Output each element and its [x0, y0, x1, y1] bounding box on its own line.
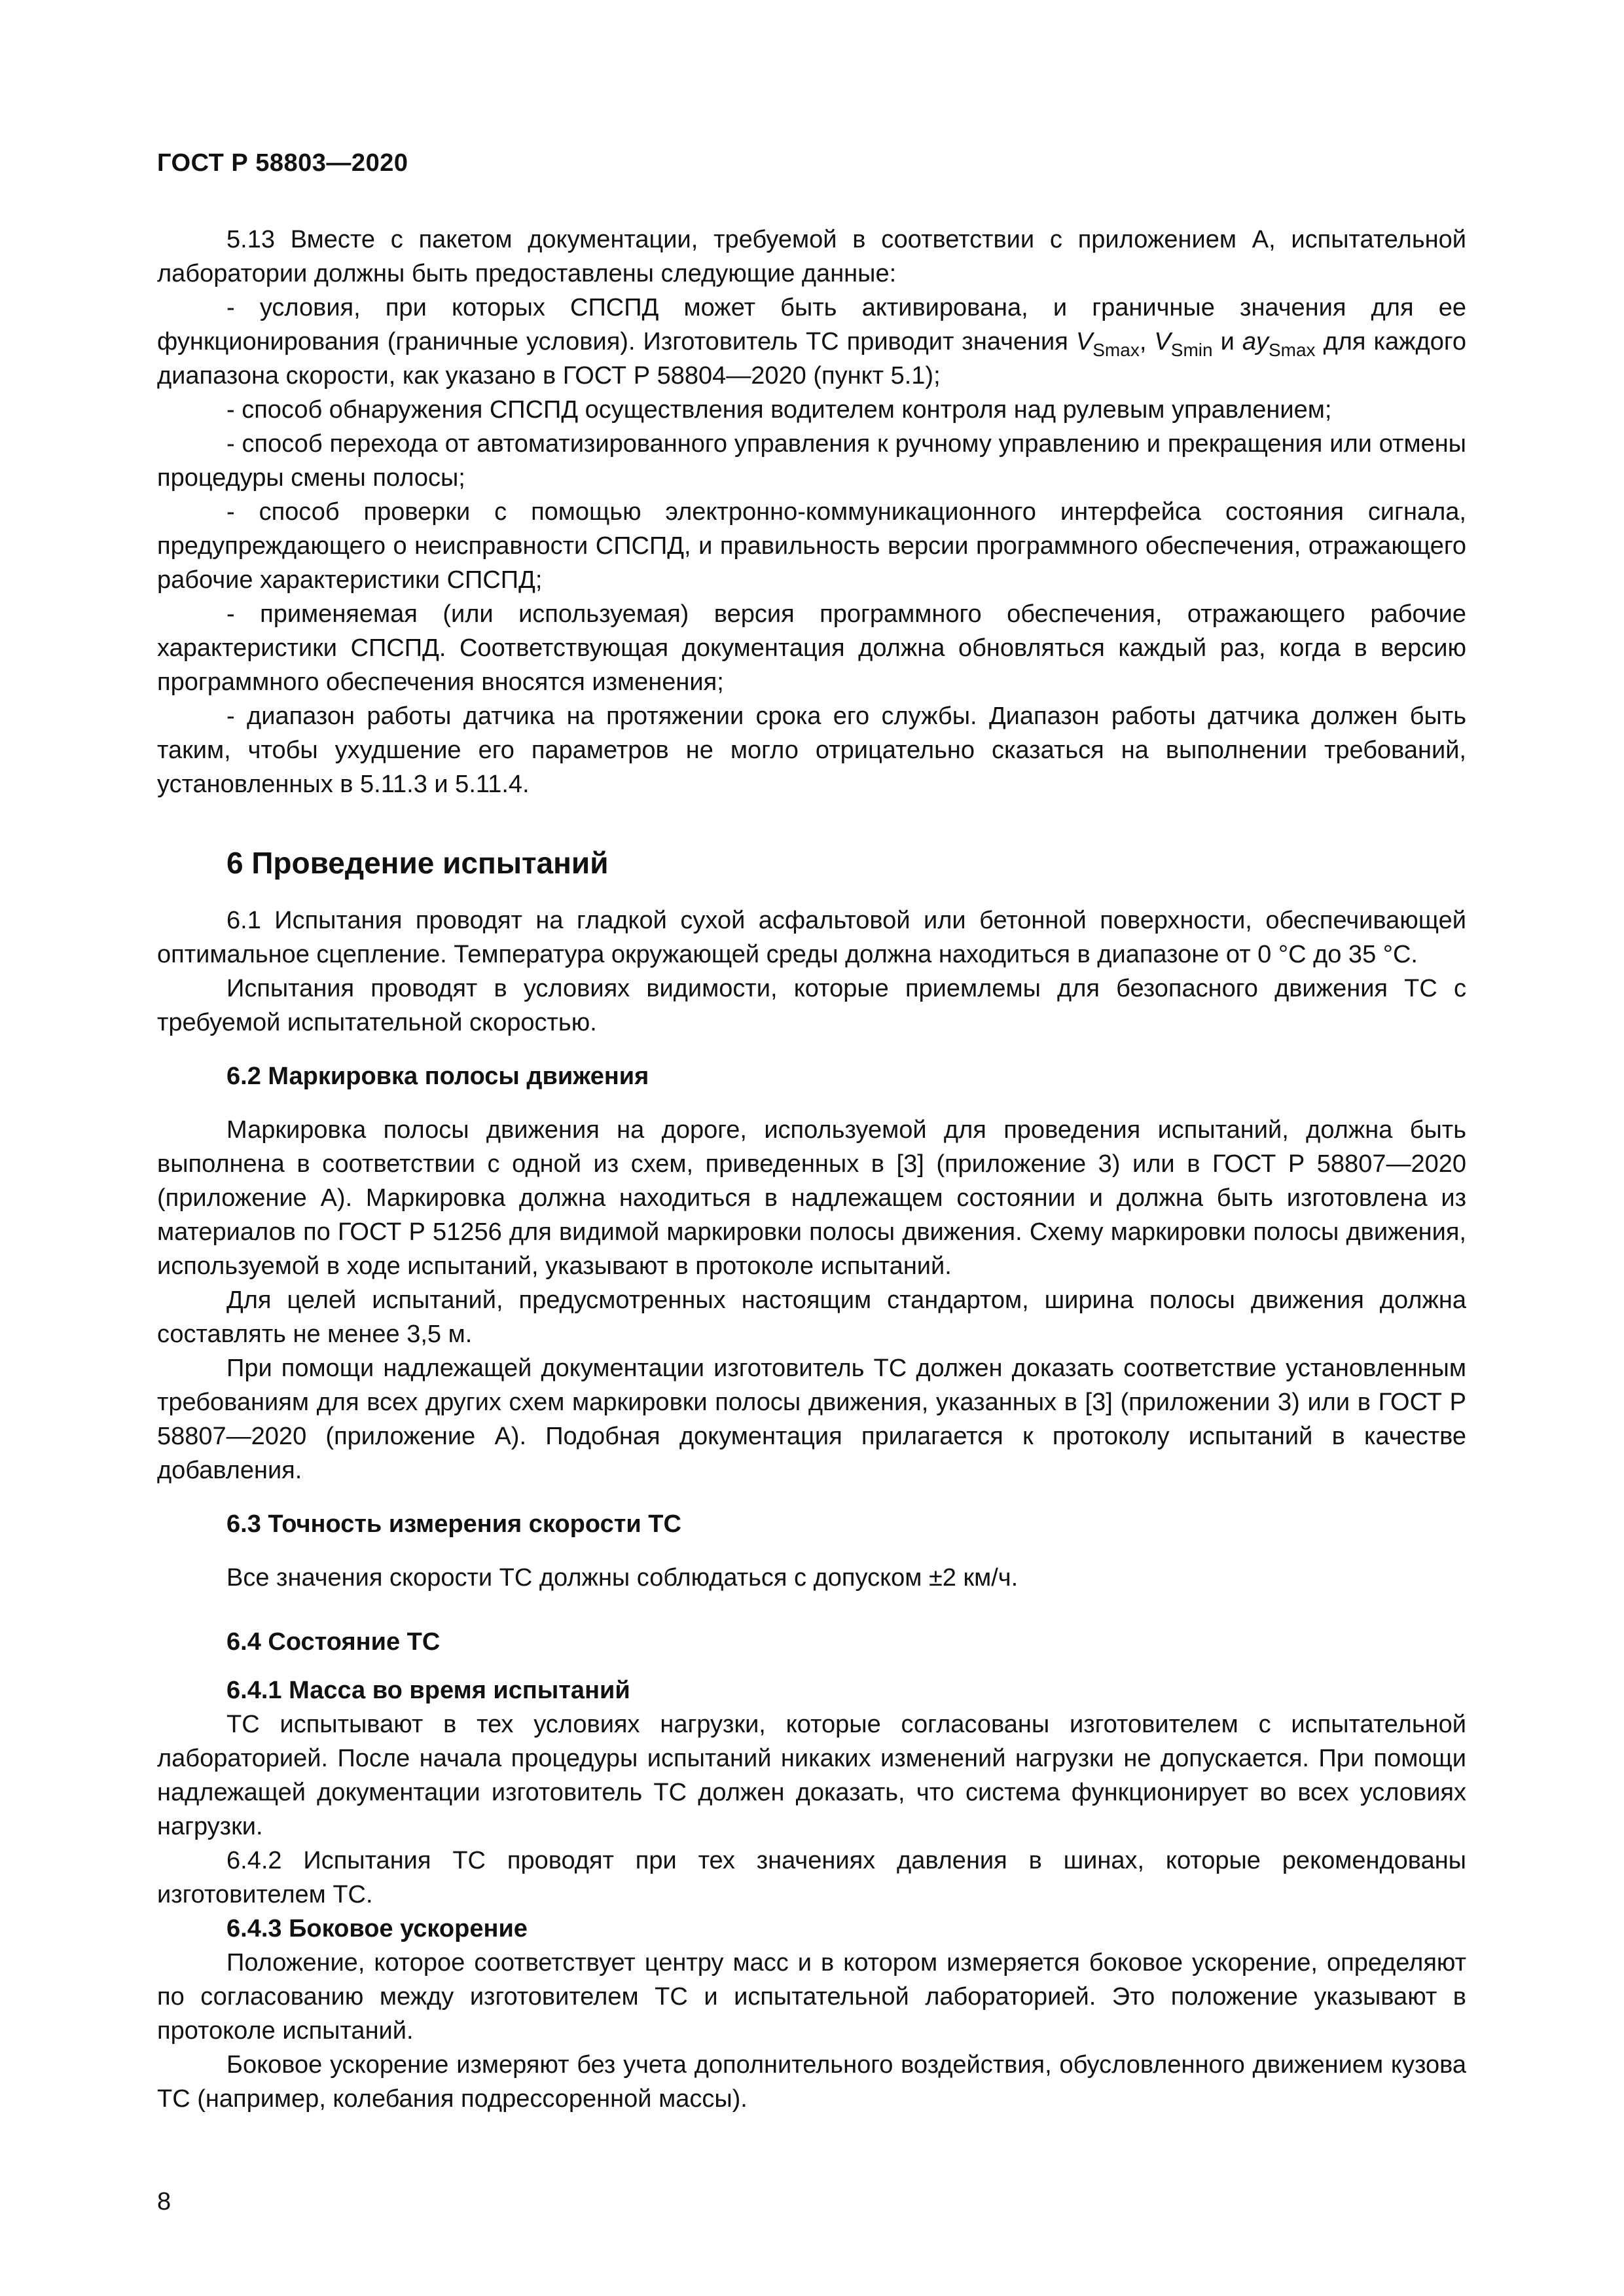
paragraph-6-2-marking: Маркировка полосы движения на дороге, используемой для проведения испытаний, должна быть выполнена в соответствии с одной из схем, приведенных в [3] (приложение 3) или в ГОСТ Р 58807—2020 (приложение А). Маркировка должна находиться в надлежащем состоянии и должна быть изготовлена из материалов по ГОСТ Р 51256 для видимой маркировки полосы движения. Схему маркировки полосы движения, используемой в ходе испытаний, указывают в протоколе испытаний.	[157, 1116, 1466, 1280]
section-6-title: 6 Проведение испытаний	[226, 846, 609, 880]
document-body	[157, 223, 1466, 2116]
list-item-detection: - способ обнаружения СПСПД осуществления водителем контроля над рулевым управлением;	[226, 396, 1332, 424]
paragraph-5-13: 5.13 Вместе с пакетом документации, требуемой в соответствии с приложением А, испытательной лаборатории должны быть предоставлены следующие данные:	[157, 226, 1466, 287]
paragraph-6-4-3-measurement: Боковое ускорение измеряют без учета дополнительного воздействия, обусловленного движением кузова ТС (например, колебания подрессоренной массы).	[157, 2051, 1466, 2113]
paragraph-6-2-documentation: При помощи надлежащей документации изготовитель ТС должен доказать соответствие установленным требованиям для всех других схем маркировки полосы движения, указанных в [3] (приложении 3) или в ГОСТ Р 58807—2020 (приложение А). Подобная документация прилагается к протоколу испытаний в качестве добавления.	[157, 1355, 1466, 1484]
var-v-smin: V	[1154, 328, 1171, 355]
paragraph-6-3: Все значения скорости ТС должны соблюдаться с допуском ±2 км/ч.	[226, 1564, 1019, 1592]
heading-6-4-1: 6.4.1 Масса во время испытаний	[226, 1677, 630, 1704]
variable-group: $V_{Smax}$, $V_{Smin}$ и $ay_{Smax}$	[1075, 328, 1316, 360]
paragraph-6-4-2: 6.4.2 Испытания ТС проводят при тех значениях давления в шинах, которые рекомендованы изготовителем ТС.	[157, 1847, 1466, 1908]
paragraph-6-1: 6.1 Испытания проводят на гладкой сухой асфальтовой или бетонной поверхности, обеспечивающей оптимальное сцепление. Температура окружающей среды должна находиться в диапазоне от 0 °С до 35 °С.	[157, 907, 1466, 968]
heading-6-3: 6.3 Точность измерения скорости ТС	[226, 1510, 681, 1538]
document-header: ГОСТ Р 58803—2020	[157, 149, 408, 177]
var-ay-smax: ay	[1242, 328, 1269, 355]
heading-6-2: 6.2 Маркировка полосы движения	[226, 1063, 649, 1090]
list-item-verification: - способ проверки с помощью электронно-коммуникационного интерфейса состояния сигнала, предупреждающего о неисправности СПСПД, и правильность версии программного обеспечения, отражающего рабочие характеристики СПСПД;	[157, 498, 1466, 594]
paragraph-6-4-3-position: Положение, которое соответствует центру масс и в котором измеряется боковое ускорение, определяют по согласованию между изготовителем ТС и испытательной лабораторией. Это положение указывают в протоколе испытаний.	[157, 1949, 1466, 2045]
list-item-sensor-range: - диапазон работы датчика на протяжении срока его службы. Диапазон работы датчика должен быть таким, чтобы ухудшение его параметров не могло отрицательно сказаться на выполнении требований, установленных в 5.11.3 и 5.11.4.	[157, 702, 1466, 798]
paragraph-6-2-width: Для целей испытаний, предусмотренных настоящим стандартом, ширина полосы движения должна составлять не менее 3,5 м.	[157, 1286, 1466, 1348]
heading-6-4-3: 6.4.3 Боковое ускорение	[226, 1915, 528, 1942]
paragraph-6-4-1: ТС испытывают в тех условиях нагрузки, которые согласованы изготовителем с испытательной лабораторией. После начала процедуры испытаний никаких изменений нагрузки не допускается. При помощи надлежащей документации изготовитель ТС должен доказать, что система функционирует во всех условиях нагрузки.	[157, 1711, 1466, 1840]
list-item-transition: - способ перехода от автоматизированного управления к ручному управлению и прекращения или отмены процедуры смены полосы;	[157, 430, 1466, 492]
list-item-software-version: - применяемая (или используемая) версия программного обеспечения, отражающего рабочие характеристики СПСПД. Соответствующая документация должна обновляться каждый раз, когда в версию программного обеспечения вносятся изменения;	[157, 600, 1466, 696]
heading-6-4: 6.4 Состояние ТС	[226, 1628, 441, 1656]
paragraph-6-1-visibility: Испытания проводят в условиях видимости, которые приемлемы для безопасного движения ТС с требуемой испытательной скоростью.	[157, 975, 1466, 1036]
list-item-conditions: - условия, при которых СПСПД может быть активирована, и граничные значения для ее функционирования (граничные условия). Изготовитель ТС приводит значения $V_{Smax}$, $V_{Smin}$ и $ay_{Smax}$ для каждого диапазона скорости, как указано в ГОСТ Р 58804—2020 (пункт 5.1);	[157, 294, 1466, 390]
var-v-smax: V	[1075, 328, 1093, 355]
page-number: 8	[157, 2188, 171, 2215]
